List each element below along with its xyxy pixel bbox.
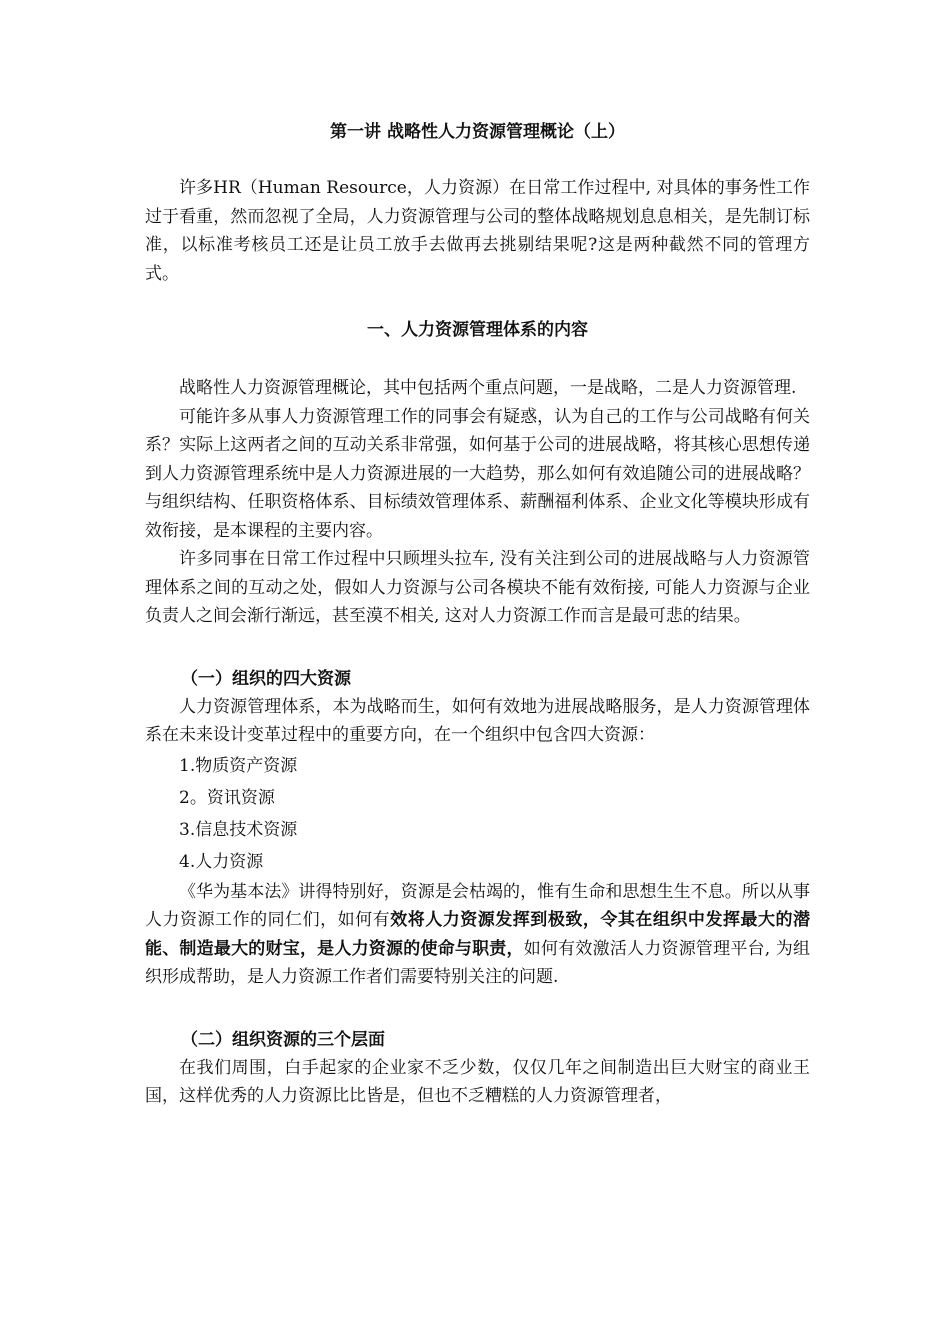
section1-paragraph-3: 许多同事在日常工作过程中只顾埋头拉车, 没有关注到公司的进展战略与人力资源管理体系之间的互动之处，假如人力资源与公司各模块不能有效衔接, 可能人力资源与企业负责人之间会渐行渐远，甚至漠不相关, 这对人力资源工作而言是最可悲的结果。 (145, 549, 810, 626)
resource-item-3: 3.信息技术资源 (179, 819, 298, 840)
subsection2-paragraph: 在我们周围，白手起家的企业家不乏少数，仅仅几年之间制造出巨大财宝的商业王国，这样优秀的人力资源比比皆是，但也不乏糟糕的人力资源管理者， (145, 1057, 810, 1106)
subsection1-intro: 人力资源管理体系，本为战略而生，如何有效地为进展战略服务，是人力资源管理体系在未来设计变革过程中的重要方向，在一个组织中包含四大资源： (145, 696, 810, 745)
section-title-content: 一、人力资源管理体系的内容 (367, 320, 588, 340)
intro-paragraph: 许多HR（Human Resource，人力资源）在日常工作过程中, 对具体的事务性工作过于看重，然而忽视了全局，人力资源管理与公司的整体战略规划息息相关，是先制订标准，以标准考核员工还是让员工放手去做再去挑剔结果呢?这是两种截然不同的管理方式。 (145, 178, 810, 284)
resource-item-1: 1.物质资产资源 (179, 755, 298, 776)
document-title: 第一讲 战略性人力资源管理概论（上） (330, 122, 625, 142)
subsection-title-three-levels: （二）组织资源的三个层面 (181, 1029, 385, 1050)
document-page (145, 118, 810, 1111)
closing-text-emphasis: 效将人力资源发挥到极致，令其在组织中发挥最大的潜能、制造最大的财宝，是人力资源的使命与职责， (145, 910, 811, 959)
resource-item-2: 2。资讯资源 (179, 787, 275, 808)
closing-text-before: 《华为基本法》讲得特别好，资源是会枯竭的，惟有生命和思想生生不息。所以从事人力资源工作的同仁们，如何有 (145, 881, 810, 930)
subsection1-closing (145, 878, 810, 992)
resource-item-4: 4.人力资源 (179, 851, 264, 872)
section1-paragraph-1: 战略性人力资源管理概论，其中包括两个重点问题，一是战略，二是人力资源管理. (179, 378, 797, 398)
section1-paragraph-2: 可能许多从事人力资源管理工作的同事会有疑惑，认为自己的工作与公司战略有何关系？实际上这两者之间的互动关系非常强，如何基于公司的进展战略，将其核心思想传递到人力资源管理系统中是人力资源进展的一大趋势，那么如何有效追随公司的进展战略？与组织结构、任职资格体系、目标绩效管理体系、薪酬福利体系、企业文化等模块形成有效衔接，是本课程的主要内容。 (145, 406, 810, 541)
closing-text-after: 如何有效激活人力资源管理平台, 为组织形成帮助，是人力资源工作者们需要特别关注的问题. (145, 938, 811, 987)
subsection-title-four-resources: （一）组织的四大资源 (181, 668, 351, 689)
